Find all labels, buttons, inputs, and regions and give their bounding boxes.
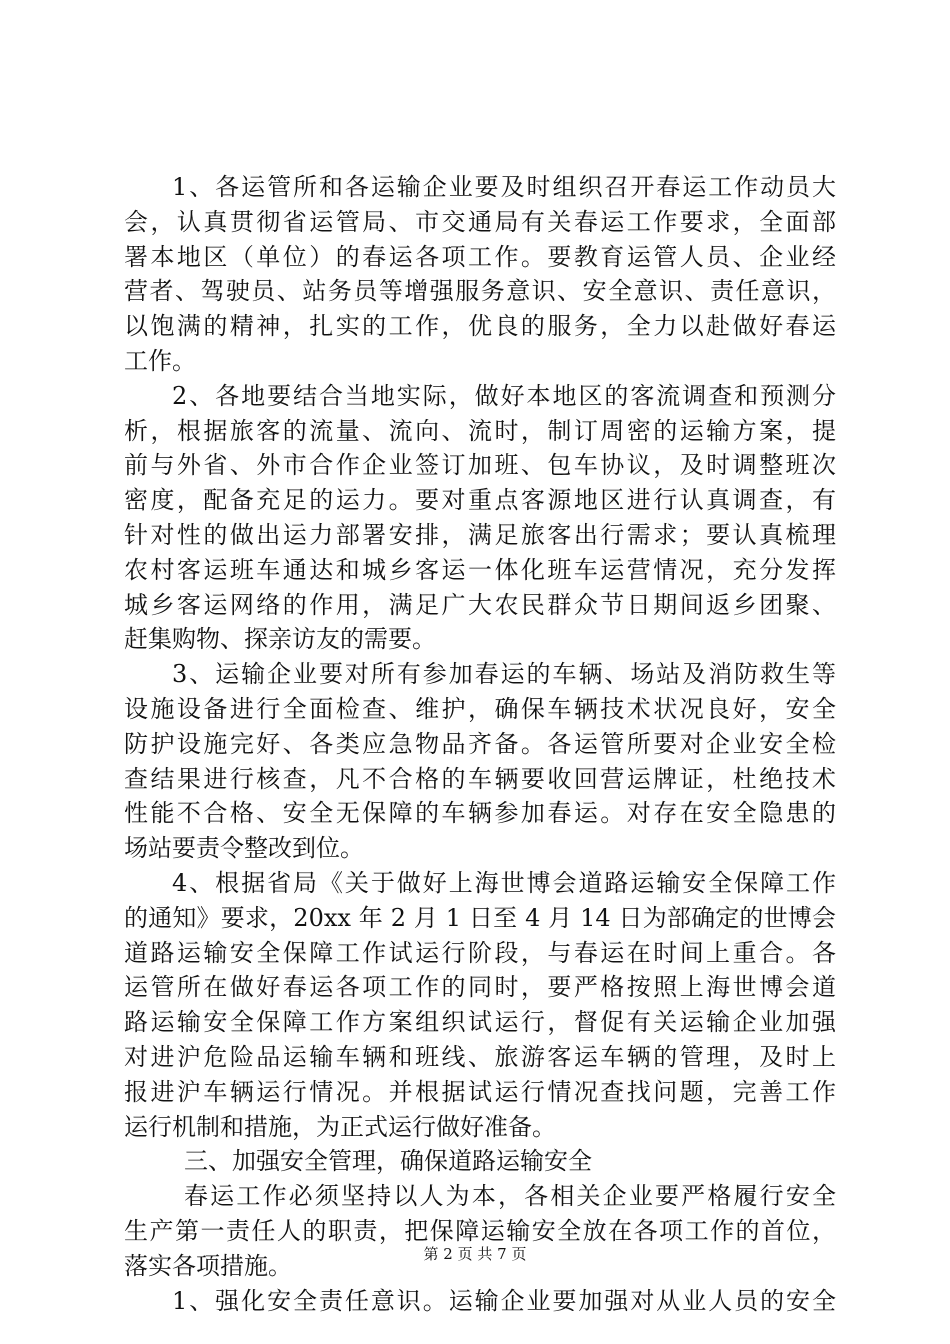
paragraph-line: 3、运输企业要对所有参加春运的车辆、场站及消防救生等 xyxy=(172,660,836,689)
paragraph-line: 1、强化安全责任意识。运输企业要加强对从业人员的安全 xyxy=(172,1286,836,1315)
paragraph-line: 针对性的做出运力部署安排，满足旅客出行需求；要认真梳理 xyxy=(124,520,836,549)
paragraph-line: 城乡客运网络的作用，满足广大农民群众节日期间返乡团聚、 xyxy=(124,590,836,619)
paragraph-line: 4、根据省局《关于做好上海世博会道路运输安全保障工作 xyxy=(172,868,836,897)
paragraph-line: 农村客运班车通达和城乡客运一体化班车运营情况，充分发挥 xyxy=(124,555,836,584)
paragraph-line: 查结果进行核查，凡不合格的车辆要收回营运牌证，杜绝技术 xyxy=(124,764,836,793)
paragraph-line: 析，根据旅客的流量、流向、流时，制订周密的运输方案，提 xyxy=(124,416,836,445)
paragraph-line: 署本地区（单位）的春运各项工作。要教育运管人员、企业经 xyxy=(124,242,836,271)
section-heading: 三、加强安全管理，确保道路运输安全 xyxy=(184,1147,592,1176)
paragraph-line: 的通知》要求，20xx 年 2 月 1 日至 4 月 14 日为部确定的世博会 xyxy=(124,903,836,932)
paragraph-line: 运管所在做好春运各项工作的同时，要严格按照上海世博会道 xyxy=(124,973,836,1002)
paragraph-line: 生产第一责任人的职责，把保障运输安全放在各项工作的首位， xyxy=(124,1216,836,1245)
paragraph-line: 运行机制和措施，为正式运行做好准备。 xyxy=(124,1112,556,1141)
paragraph-line: 赶集购物、探亲访友的需要。 xyxy=(124,625,436,654)
paragraph-line: 路运输安全保障工作方案组织试运行，督促有关运输企业加强 xyxy=(124,1008,836,1037)
paragraph-line: 对进沪危险品运输车辆和班线、旅游客运车辆的管理，及时上 xyxy=(124,1042,836,1071)
body-text xyxy=(124,170,836,1318)
paragraph-line: 道路运输安全保障工作试运行阶段，与春运在时间上重合。各 xyxy=(124,938,836,967)
paragraph-line: 前与外省、外市合作企业签订加班、包车协议，及时调整班次 xyxy=(124,451,836,480)
paragraph-line: 2、各地要结合当地实际，做好本地区的客流调查和预测分 xyxy=(172,381,836,410)
paragraph-line: 报进沪车辆运行情况。并根据试运行情况查找问题，完善工作 xyxy=(124,1077,836,1106)
paragraph-line: 防护设施完好、各类应急物品齐备。各运管所要对企业安全检 xyxy=(124,729,836,758)
paragraph-line: 性能不合格、安全无保障的车辆参加春运。对存在安全隐患的 xyxy=(124,799,836,828)
paragraph-line: 以饱满的精神，扎实的工作，优良的服务，全力以赴做好春运 xyxy=(124,312,836,341)
paragraph-line: 密度，配备充足的运力。要对重点客源地区进行认真调查，有 xyxy=(124,486,836,515)
paragraph-line: 1、各运管所和各运输企业要及时组织召开春运工作动员大 xyxy=(172,173,836,201)
paragraph-line: 会，认真贯彻省运管局、市交通局有关春运工作要求，全面部 xyxy=(124,207,836,236)
page-number-footer: 第 2 页 共 7 页 xyxy=(423,1245,527,1263)
paragraph-line: 春运工作必须坚持以人为本，各相关企业要严格履行安全 xyxy=(184,1182,836,1211)
paragraph-line: 工作。 xyxy=(124,346,196,375)
paragraph-line: 场站要责令整改到位。 xyxy=(124,834,364,863)
paragraph-line: 营者、驾驶员、站务员等增强服务意识、安全意识、责任意识， xyxy=(124,277,836,306)
paragraph-line: 设施设备进行全面检查、维护，确保车辆技术状况良好，安全 xyxy=(124,694,836,723)
paragraph-line: 落实各项措施。 xyxy=(124,1251,292,1280)
